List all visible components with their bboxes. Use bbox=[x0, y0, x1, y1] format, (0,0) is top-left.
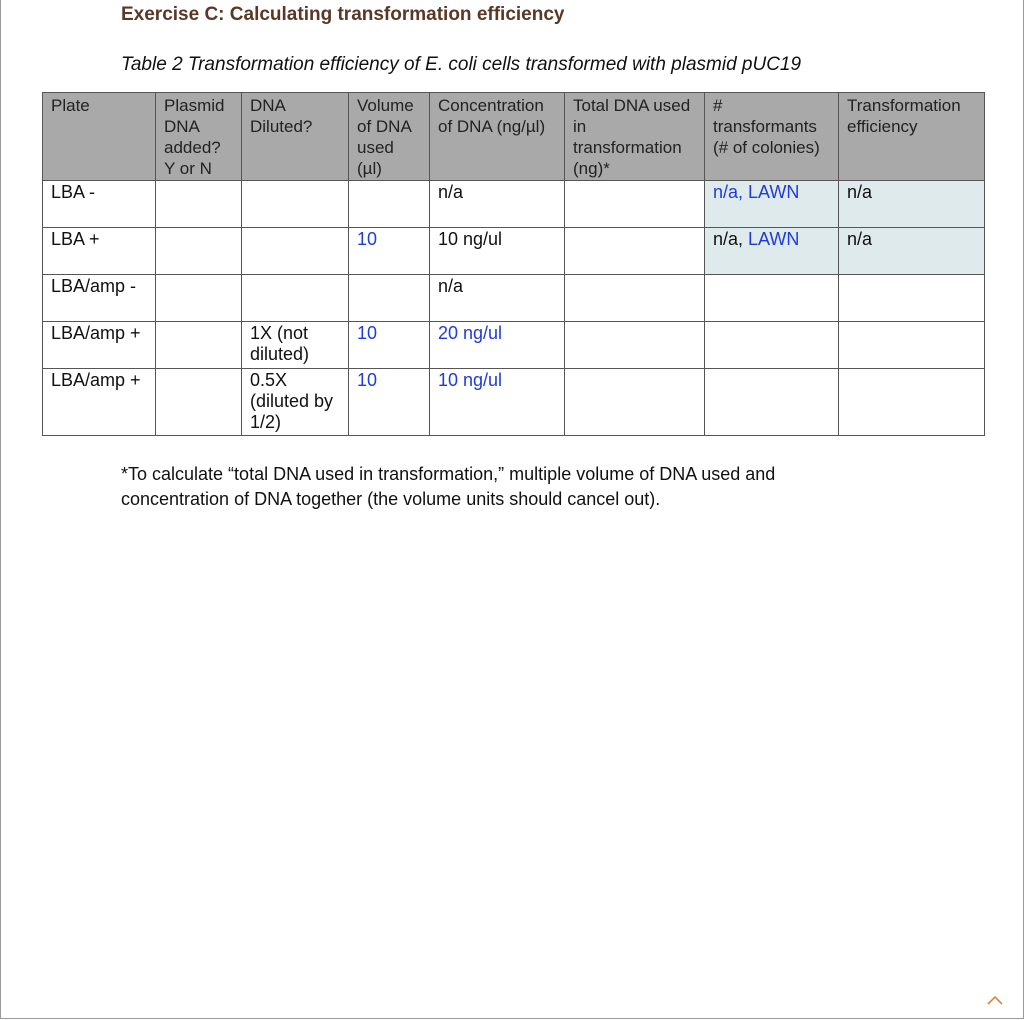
cell-concentration: 20 ng/ul bbox=[430, 322, 565, 369]
cell-concentration: 10 ng/ul bbox=[430, 369, 565, 436]
header-plate: Plate bbox=[43, 93, 156, 181]
cell-plasmid bbox=[156, 322, 242, 369]
cell-total bbox=[565, 181, 705, 228]
table-row bbox=[43, 369, 985, 436]
cell-concentration: n/a bbox=[430, 275, 565, 322]
cell-transformants bbox=[705, 322, 839, 369]
cell-total bbox=[565, 275, 705, 322]
transformants-value: n/a, LAWN bbox=[713, 182, 800, 202]
cell-diluted bbox=[242, 181, 349, 228]
cell-plate: LBA/amp + bbox=[43, 322, 156, 369]
cell-volume: 10 bbox=[349, 228, 430, 275]
cell-transformants: n/a, LAWN bbox=[705, 228, 839, 275]
table-row bbox=[43, 181, 985, 228]
cell-volume bbox=[349, 275, 430, 322]
transformants-lawn: LAWN bbox=[748, 229, 800, 249]
cell-volume bbox=[349, 181, 430, 228]
cell-plate: LBA/amp - bbox=[43, 275, 156, 322]
header-efficiency: Transformation efficiency bbox=[839, 93, 985, 181]
cell-transformants bbox=[705, 275, 839, 322]
header-volume: Volume of DNA used (µl) bbox=[349, 93, 430, 181]
cell-plasmid bbox=[156, 181, 242, 228]
cell-concentration: n/a bbox=[430, 181, 565, 228]
cell-diluted bbox=[242, 228, 349, 275]
cell-plasmid bbox=[156, 228, 242, 275]
header-transformants: # transformants (# of colonies) bbox=[705, 93, 839, 181]
header-dna-diluted: DNA Diluted? bbox=[242, 93, 349, 181]
cell-concentration: 10 ng/ul bbox=[430, 228, 565, 275]
cell-plate: LBA/amp + bbox=[43, 369, 156, 436]
cell-efficiency bbox=[839, 369, 985, 436]
cell-plasmid bbox=[156, 369, 242, 436]
table-row bbox=[43, 322, 985, 369]
cell-transformants bbox=[705, 369, 839, 436]
cell-plasmid bbox=[156, 275, 242, 322]
footnote: *To calculate “total DNA used in transformation,” multiple volume of DNA used and concentration of DNA together (the volume units should cancel out). bbox=[121, 464, 776, 509]
header-concentration: Concentration of DNA (ng/µl) bbox=[430, 93, 565, 181]
table-header-row bbox=[43, 93, 985, 181]
header-plasmid-added: Plasmid DNA added? Y or N bbox=[156, 93, 242, 181]
table-caption: Table 2 Transformation efficiency of E. coli cells transformed with plasmid pUC19 bbox=[121, 54, 802, 75]
cell-diluted: 0.5X (diluted by 1/2) bbox=[242, 369, 349, 436]
cell-total bbox=[565, 228, 705, 275]
cell-transformants bbox=[705, 181, 839, 228]
cell-volume: 10 bbox=[349, 322, 430, 369]
cell-diluted bbox=[242, 275, 349, 322]
cell-efficiency: n/a bbox=[839, 181, 985, 228]
cell-diluted: 1X (not diluted) bbox=[242, 322, 349, 369]
exercise-heading: Exercise C: Calculating transformation efficiency bbox=[121, 4, 565, 25]
cell-total bbox=[565, 369, 705, 436]
cell-efficiency bbox=[839, 275, 985, 322]
table-row bbox=[43, 275, 985, 322]
cell-plate: LBA + bbox=[43, 228, 156, 275]
cell-total bbox=[565, 322, 705, 369]
table-row bbox=[43, 228, 985, 275]
efficiency-table bbox=[42, 92, 985, 436]
cell-efficiency: n/a bbox=[839, 228, 985, 275]
chevron-up-icon[interactable] bbox=[987, 992, 1003, 1010]
cell-volume: 10 bbox=[349, 369, 430, 436]
header-total-dna: Total DNA used in transformation (ng)* bbox=[565, 93, 705, 181]
cell-efficiency bbox=[839, 322, 985, 369]
cell-plate: LBA - bbox=[43, 181, 156, 228]
